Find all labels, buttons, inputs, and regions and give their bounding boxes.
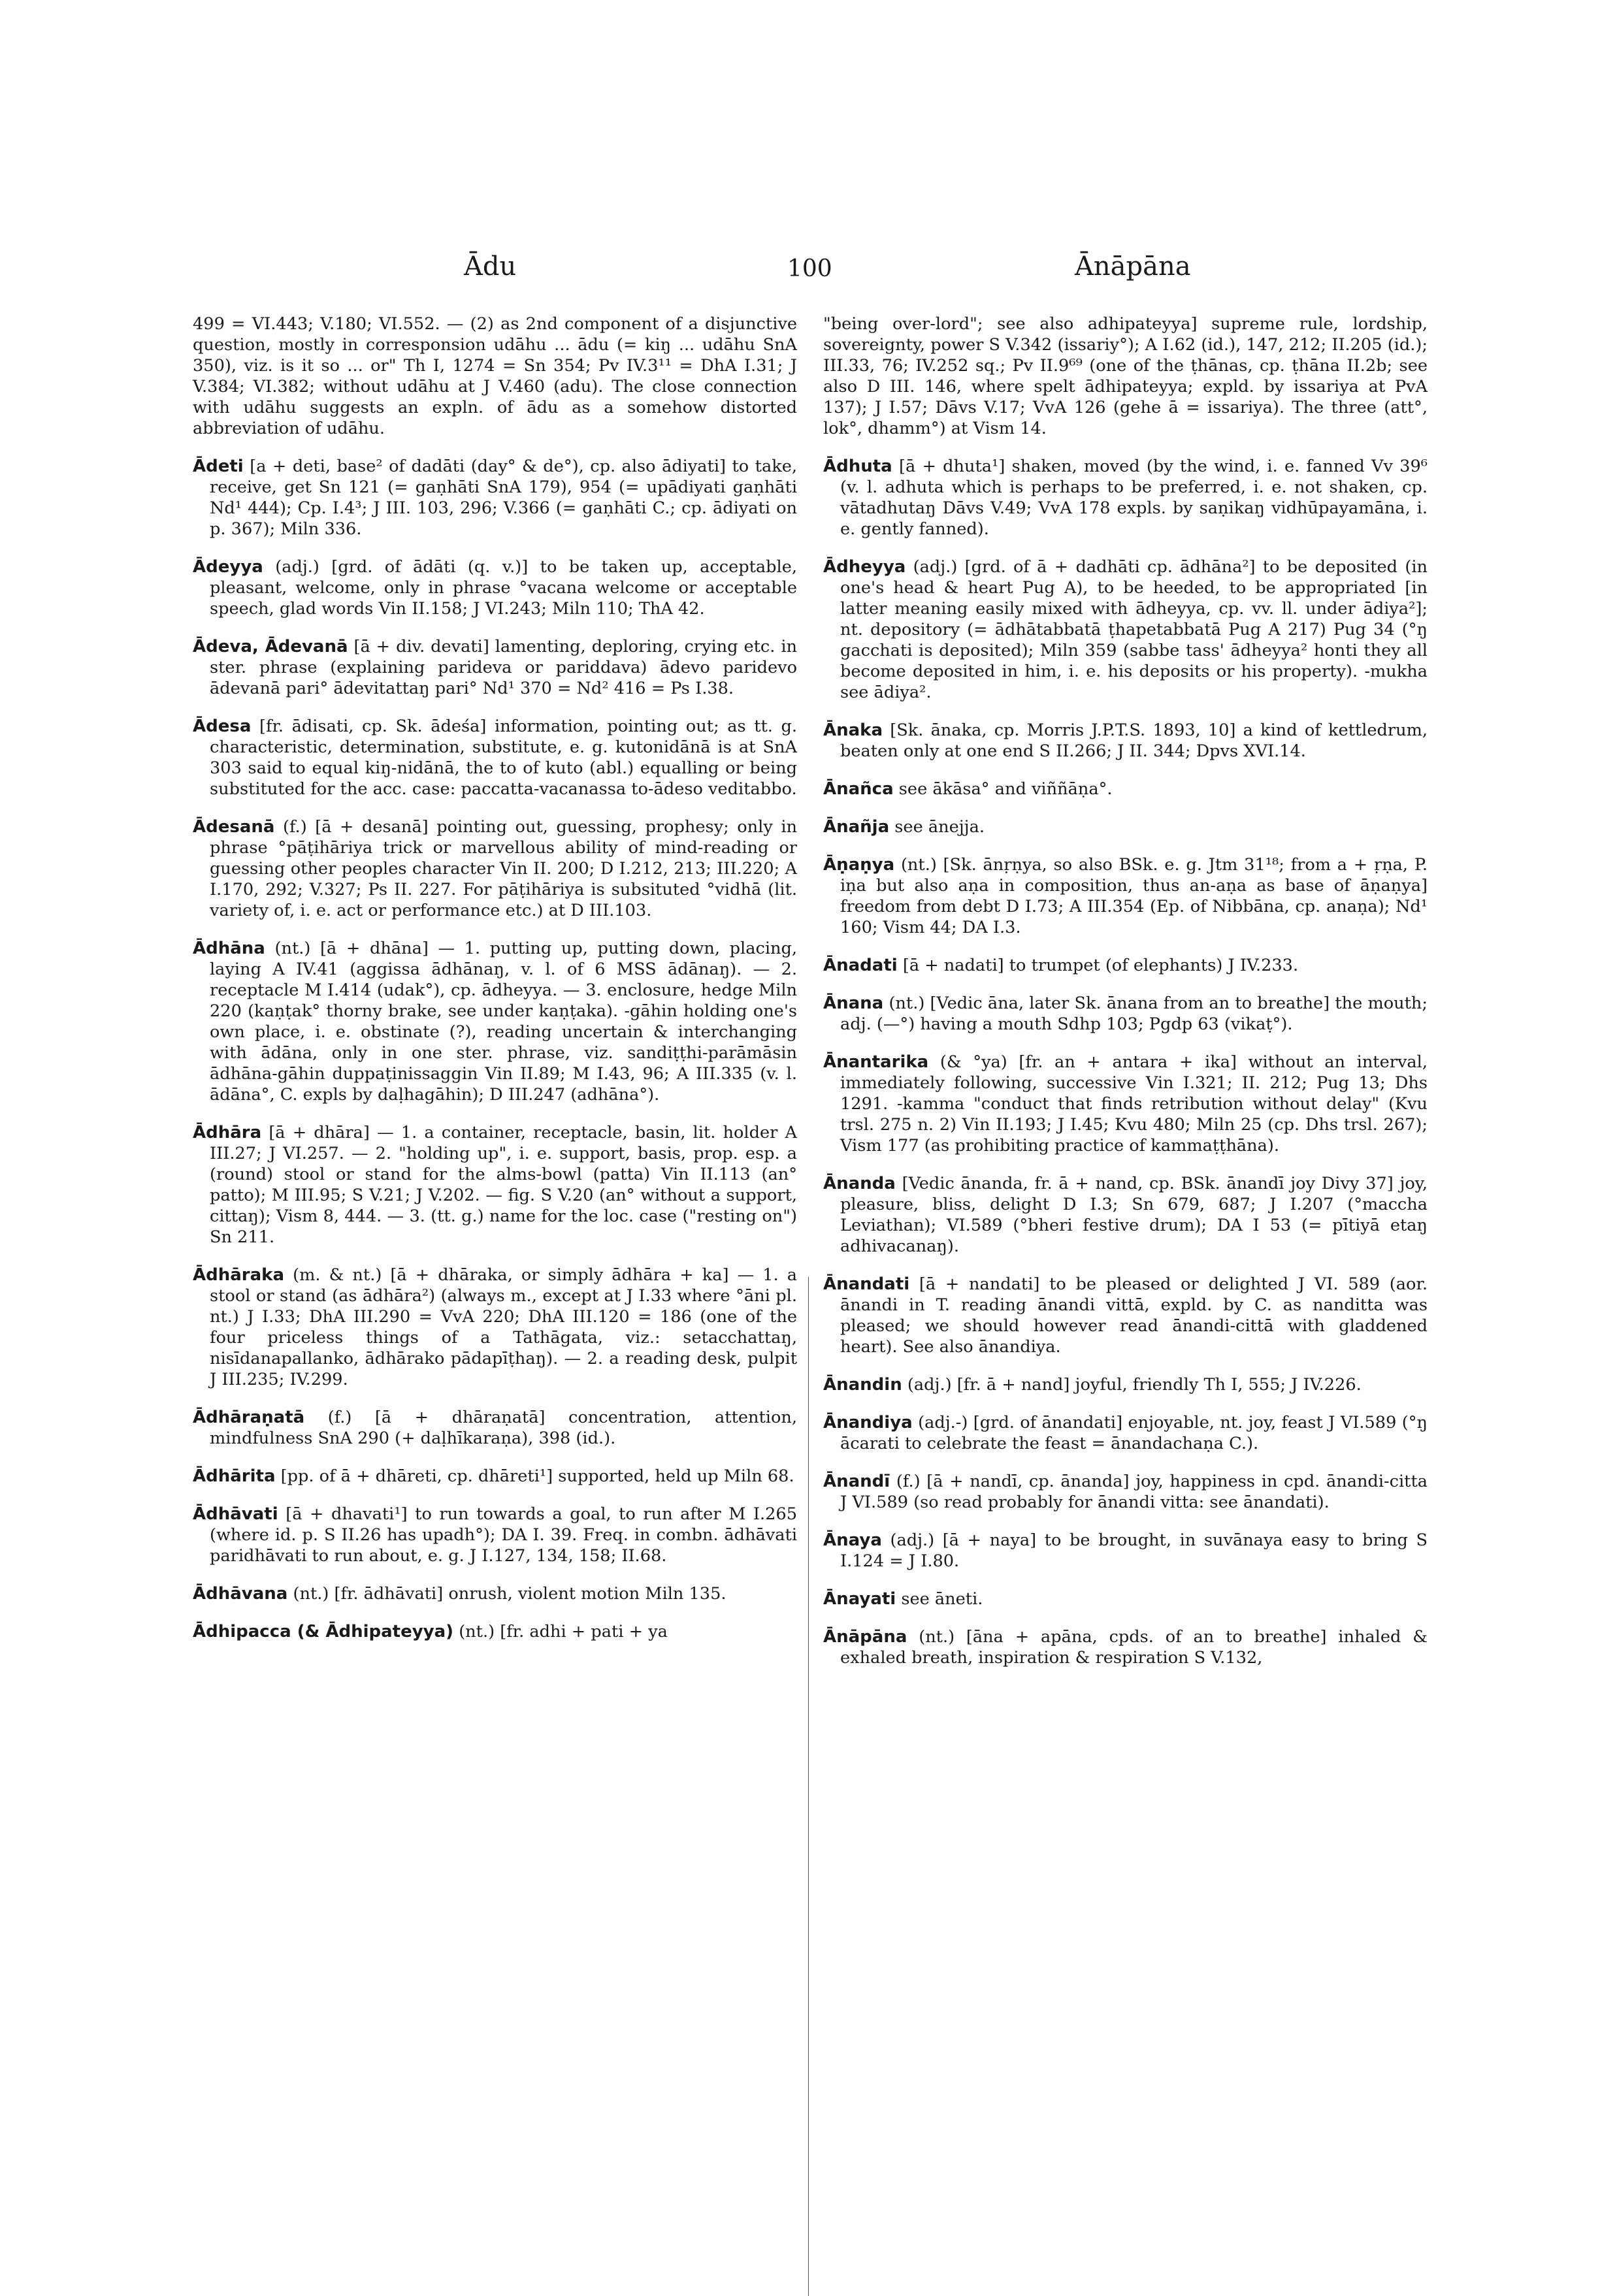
entry-definition: see ākāsa° and viññāṇa°. [898,779,1113,799]
dictionary-entry [193,716,797,800]
dictionary-entry [823,456,1428,540]
entry-headword: Ādeyya [193,557,263,577]
entry-headword: Ānandati [823,1274,910,1294]
entry-definition: (adj.) [fr. ā + nand] joyful, friendly Th I, 555; J IV.226. [907,1375,1362,1395]
entry-definition: [ā + dhuta¹] shaken, moved (by the wind, i. e. fanned Vv 39⁶ (v. l. adhuta which is perhaps to be preferred, i. e. not shaken, cp. vātadhutaŋ Dāvs V.49; VvA 178 expls. by saṇikaŋ vidhūpayamāna, i. e. gently fanned). [840,457,1428,539]
entry-definition: (f.) [ā + nandī, cp. ānanda] joy, happiness in cpd. ānandi-citta J VI.589 (so read probably for ānandi vitta: see ānandati). [840,1472,1428,1512]
entry-headword: Ānayati [823,1589,896,1609]
dictionary-entry [193,314,797,439]
column-divider [808,1277,809,2296]
entry-headword: Ānana [823,994,884,1013]
dictionary-entry [823,993,1428,1035]
entry-headword: Ādeva, Ādevanā [193,637,348,656]
entry-definition: (nt.) [Vedic āna, later Sk. ānana from an to breathe] the mouth; adj. (—°) having a mouth Sdhp 103; Pgdp 63 (vikaṭ°). [840,994,1428,1034]
dictionary-entry [193,1504,797,1566]
entry-definition: [ā + dhavati¹] to run towards a goal, to run after M I.265 (where id. p. S II.26 has upadh°); DA I. 39. Freq. in combn. ādhāvati paridhāvati to run about, e. g. J I.127, 134, 158; II.68. [210,1504,798,1566]
entry-definition: (adj.) [grd. of ādāti (q. v.)] to be taken up, acceptable, pleasant, welcome, only in phrase °vacana welcome or acceptable speech, glad words Vin II.158; J VI.243; Miln 110; ThA 42. [210,557,797,619]
dictionary-entry [193,1122,797,1248]
dictionary-entry [193,938,797,1105]
entry-definition: (nt.) [Sk. ānṛṇya, so also BSk. e. g. Jtm 31¹⁸; from a + ṛṇa, P. iṇa but also aṇa in composition, thus an-aṇa as base of āṇaṇya] freedom from debt D I.73; A III.354 (Ep. of Nibbāna, cp. anaṇa); Nd¹ 160; Vism 44; DA I.3. [840,855,1428,937]
entry-definition: (& °ya) [fr. an + antara + ika] without an interval, immediately following, successive Vin I.321; II. 212; Pug 13; Dhs 1291. -kamma "conduct that finds retribution without delay" (Kvu trsl. 275 n. 2) Vin II.193; J I.45; Kvu 480; Miln 25 (cp. Dhs trsl. 267); Vism 177 (as prohibiting practice of kammaṭṭhāna). [840,1052,1428,1156]
entry-headword: Ādhāra [193,1123,262,1142]
entry-definition: [ā + nandati] to be pleased or delighted J VI. 589 (aor. ānandi in T. reading ānandi vittā, expld. by C. as nanditta was pleased; we should however read ānandi-cittā with gladdened heart). See also ānandiya. [840,1274,1428,1357]
dictionary-entry [193,456,797,540]
entry-headword: Ādhuta [823,457,892,476]
entry-headword: Ānandiya [823,1413,913,1432]
entry-definition: (adj.-) [grd. of ānandati] enjoyable, nt. joy, feast J VI.589 (°ŋ ācarati to celebrate the feast = ānandachaṇa C.). [840,1413,1428,1453]
dictionary-entry [823,1589,1428,1609]
dictionary-entry [823,854,1428,938]
dictionary-entry [823,779,1428,800]
entry-definition: [Sk. ānaka, cp. Morris J.P.T.S. 1893, 10] a kind of kettledrum, beaten only at one end S II.266; J II. 344; Dpvs XVI.14. [840,720,1428,761]
dictionary-entry [823,817,1428,837]
dictionary-entry [823,1173,1428,1257]
dictionary-entry [823,1626,1428,1668]
entry-headword: Ānantarika [823,1052,929,1072]
entry-definition: (nt.) [fr. adhi + pati + ya [459,1622,668,1641]
dictionary-entry [823,557,1428,703]
dictionary-entry [823,955,1428,976]
header-last-word: Ānāpāna [1075,251,1191,282]
page-number: 100 [787,255,832,282]
entry-definition: 499 = VI.443; V.180; VI.552. — (2) as 2nd component of a disjunctive question, mostly in corresponsion udāhu ... ādu (= kiŋ ... udāhu SnA 350), viz. is it so ... or" Th I, 1274 = Sn 354; Pv IV.3¹¹ = DhA I.31; J V.384; VI.382; without udāhu at J V.460 (adu). The close connection with udāhu suggests an expln. of ādu as a somehow distorted abbreviation of udāhu. [193,314,797,438]
entry-headword: Ādhārita [193,1466,276,1486]
entry-headword: Ānāpāna [823,1627,907,1647]
dictionary-entry [193,817,797,921]
entry-headword: Ānañja [823,817,890,837]
entry-headword: Ānadati [823,956,898,975]
entry-headword: Ādhāvati [193,1504,278,1524]
entry-headword: Ānandin [823,1375,902,1395]
entry-definition: (adj.) [grd. of ā + dadhāti cp. ādhāna²] to be deposited (in one's head & heart Pug A), to be heeded, to be appropriated [in latter meaning easily mixed with ādheyya, cp. vv. ll. under ādiya²]; nt. depository (= ādhātabbatā ṭhapetabbatā Pug A 217) Pug 34 (°ŋ gacchati is deposited); Miln 359 (sabbe tass' ādheyya² honti they all become deposited in him, i. e. his deposits or his property). -mukha see ādiya². [840,557,1428,702]
dictionary-entry [823,1412,1428,1454]
entry-definition: (m. & nt.) [ā + dhāraka, or simply ādhāra + ka] — 1. a stool or stand (as ādhāra²) (always m., except at J I.33 where °āni pl. nt.) J I.33; DhA III.290 = VvA 220; DhA III.120 = 186 (one of the four priceless things of a Tathāgata, viz.: setacchattaŋ, nisīdanapallanko, ādhārako pādapīṭhaŋ). — 2. a reading desk, pulpit J III.235; IV.299. [210,1265,798,1389]
entry-headword: Ādesanā [193,817,275,837]
entry-headword: Ādeti [193,457,244,476]
entry-definition: (nt.) [ā + dhāna] — 1. putting up, putting down, placing, laying A IV.41 (aggissa ādhānaŋ, v. l. of 6 MSS ādānaŋ). — 2. receptacle M I.414 (udak°), cp. ādheyya. — 3. enclosure, hedge Miln 220 (kaṇṭak° thorny brake, see under kaṇṭaka). -gāhin holding one's own place, i. e. obstinate (?), reading uncertain & interchanging with ādāna, only in one ster. phrase, viz. sandiṭṭhi-parāmāsin ādhāna-gāhin duppaṭinissaggin Vin II.89; M I.43, 96; A III.335 (v. l. ādāna°, C. expls by daḷhagāhin); D III.247 (adhāna°). [210,939,798,1105]
entry-headword: Ādhāvana [193,1584,288,1604]
header-first-word: Ādu [464,251,517,282]
entry-headword: Āṇaṇya [823,855,895,875]
dictionary-entry [193,1407,797,1449]
entry-headword: Ānaya [823,1530,882,1550]
entry-headword: Ādhāna [193,939,265,958]
entry-definition: [pp. of ā + dhāreti, cp. dhāreti¹] supported, held up Miln 68. [280,1466,794,1486]
dictionary-entry [823,1274,1428,1357]
right-column [823,314,1428,1685]
entry-headword: Ānanda [823,1174,896,1193]
dictionary-entry [193,1583,797,1604]
entry-definition: (f.) [ā + desanā] pointing out, guessing, prophesy; only in phrase °pāṭihāriya trick or marvellous ability of mind-reading or guessing other peoples character Vin II. 200; D I.212, 213; III.220; A I.170, 292; V.327; Ps II. 227. For pāṭihāriya is subsituted °vidhā (lit. variety of, i. e. act or performance etc.) at D III.103. [210,817,797,920]
dictionary-entry [823,314,1428,439]
entry-headword: Ādhipacca (& Ādhipateyya) [193,1622,454,1641]
dictionary-entry [193,1265,797,1390]
entry-definition: (f.) [ā + dhāraṇatā] concentration, attention, mindfulness SnA 290 (+ daḷhīkaraṇa), 398 (id.). [210,1408,797,1448]
dictionary-entry [823,1530,1428,1572]
left-column [193,314,797,1659]
entry-definition: [a + deti, base² of dadāti (day° & de°), cp. also ādiyati] to take, receive, get Sn 121 (= gaṇhāti SnA 179), 954 (= upādiyati gaṇhāti Nd¹ 444); Cp. I.4³; J III. 103, 296; V.366 (= gaṇhāti C.; cp. ādiyati on p. 367); Miln 336. [210,457,798,539]
entry-definition: [ā + dhāra] — 1. a container, receptacle, basin, lit. holder A III.27; J VI.257. — 2. "holding up", i. e. support, basis, prop. esp. a (round) stool or stand for the alms-bowl (patta) Vin II.113 (an° patto); M III.95; S V.21; J V.202. — fig. S V.20 (an° without a support, cittaŋ); Vism 8, 444. — 3. (tt. g.) name for the loc. case ("resting on") Sn 211. [210,1123,797,1247]
entry-definition: "being over-lord"; see also adhipateyya] supreme rule, lordship, sovereignty, power S V.342 (issariy°); A I.62 (id.), 147, 212; II.205 (id.); III.33, 76; IV.252 sq.; Pv II.9⁶⁹ (one of the ṭhānas, cp. ṭhāna II.2b; see also D III. 146, where spelt ādhipateyya; expld. by issariya at PvA 137); J I.57; Dāvs V.17; VvA 126 (gehe ā = issariya). The three (att°, lok°, dhamm°) at Vism 14. [823,314,1428,438]
dictionary-entry [193,1466,797,1487]
dictionary-entry [823,1052,1428,1156]
dictionary-entry [823,720,1428,762]
entry-definition: see ānejja. [894,817,985,837]
entry-definition: [ā + nadati] to trumpet (of elephants) J IV.233. [902,956,1299,975]
entry-headword: Ādhāraka [193,1265,284,1285]
dictionary-entry [193,1621,797,1642]
entry-headword: Ānañca [823,779,894,799]
entry-definition: [ā + div. devati] lamenting, deploring, crying etc. in ster. phrase (explaining parideva or pariddava) ādevo paridevo ādevanā pari° ādevitattaŋ pari° Nd¹ 370 = Nd² 416 = Ps I.38. [210,637,797,698]
entry-headword: Ādesa [193,717,252,736]
entry-headword: Ādhāraṇatā [193,1408,305,1427]
entry-definition: [fr. ādisati, cp. Sk. ādeśa] information, pointing out; as tt. g. characteristic, determination, substitute, e. g. kutonidānā is at SnA 303 said to equal kiŋ-nidānā, the to of kuto (abl.) equalling or being substituted for the acc. case: paccatta-vacanassa to-ādeso veditabbo. [210,717,798,799]
entry-definition: (nt.) [fr. ādhāvati] onrush, violent motion Miln 135. [293,1584,727,1604]
dictionary-entry [193,636,797,699]
dictionary-entry [193,557,797,619]
dictionary-entry [823,1374,1428,1395]
entry-headword: Ādheyya [823,557,906,577]
entry-definition: [Vedic ānanda, fr. ā + nand, cp. BSk. ānandī joy Divy 37] joy, pleasure, bliss, delight D I.3; Sn 679, 687; J I.207 (°maccha Leviathan); VI.589 (°bheri festive drum); DA I 53 (= pītiyā etaŋ adhivacanaŋ). [840,1174,1428,1256]
dictionary-entry [823,1471,1428,1513]
entry-definition: see āneti. [901,1589,983,1609]
entry-headword: Ānandī [823,1472,890,1491]
entry-definition: (adj.) [ā + naya] to be brought, in suvānaya easy to bring S I.124 = J I.80. [840,1530,1428,1571]
entry-definition: (nt.) [āna + apāna, cpds. of an to breathe] inhaled & exhaled breath, inspiration & respiration S V.132, [840,1627,1428,1668]
entry-headword: Ānaka [823,720,883,740]
running-header [196,251,1437,291]
